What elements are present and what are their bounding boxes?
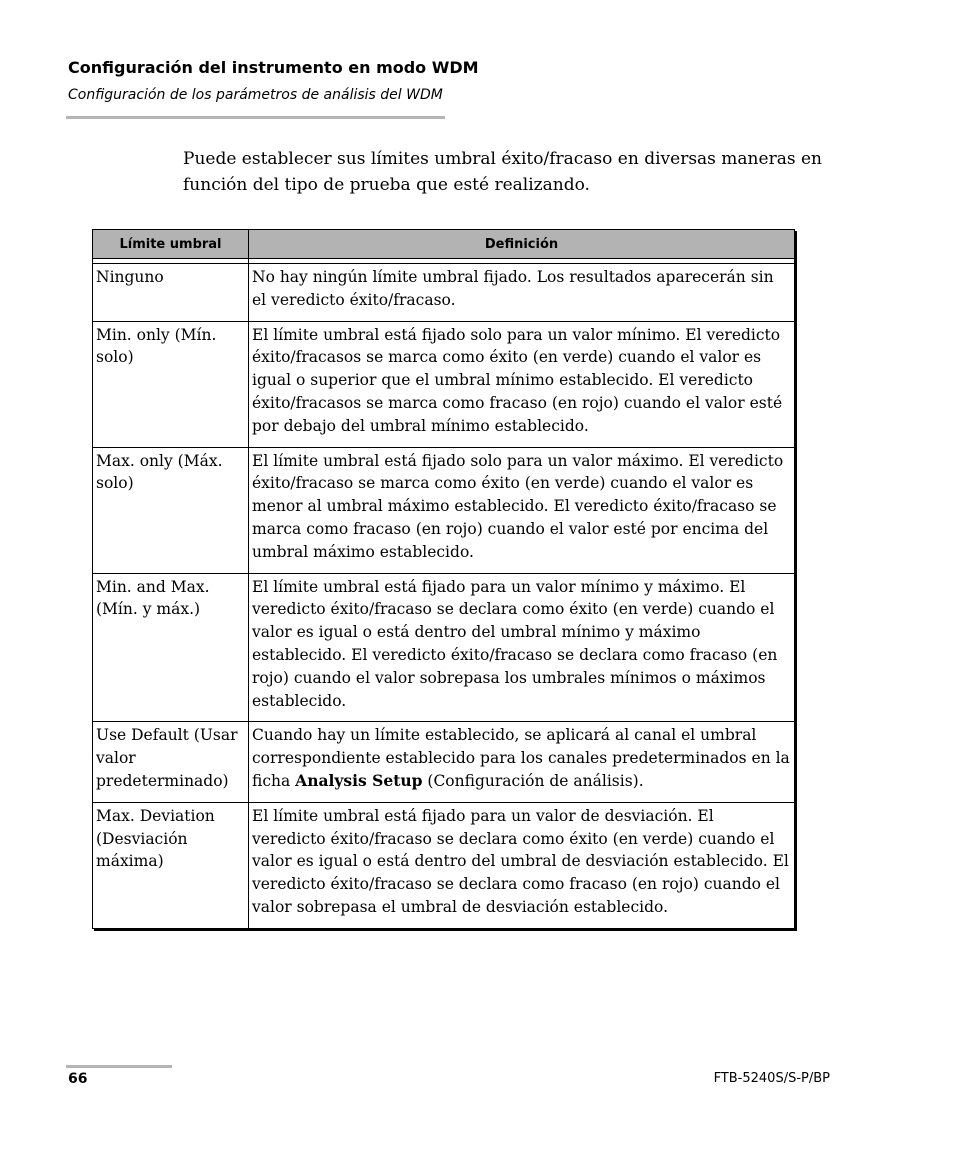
header-definition: Definición [249,230,795,259]
footer-divider [66,1065,172,1068]
limit-cell: Use Default (Usar valor predeterminado) [93,722,249,802]
header-limit: Límite umbral [93,230,249,259]
table-header-row [93,230,795,259]
threshold-table [92,229,795,929]
definition-cell: El límite umbral está fijado para un valor mínimo y máximo. El veredicto éxito/fracaso se declara como éxito (en verde) cuando el valor es igual o está dentro del umbral mínimo y máximo establecido. El veredicto éxito/fracaso se declara como fracaso (en rojo) cuando el valor sobrepasa los umbrales mínimos o máximos establecido. [249,573,795,722]
table-row [93,264,795,322]
table-row [93,573,795,722]
table-row [93,722,795,802]
header-divider [66,116,445,119]
definition-cell: El límite umbral está fijado solo para un valor mínimo. El veredicto éxito/fracasos se marca como éxito (en verde) cuando el valor es igual o superior que el umbral mínimo establecido. El veredicto éxito/fracasos se marca como fracaso (en rojo) cuando el valor esté por debajo del umbral mínimo establecido. [249,321,795,447]
definition-text: (Configuración de análisis). [422,771,644,790]
definition-cell [249,722,795,802]
limit-cell: Ninguno [93,264,249,322]
definition-text: Cuando hay un límite establecido, se aplicará al canal el umbral correspondiente establecido para los canales predeterminados en la ficha [252,726,790,790]
table-row [93,447,795,573]
analysis-setup-term: Analysis Setup [295,770,423,790]
definition-cell: No hay ningún límite umbral fijado. Los resultados aparecerán sin el veredicto éxito/fracaso. [249,264,795,322]
limit-cell: Max. Deviation (Desviación máxima) [93,802,249,928]
document-id: FTB-5240S/S-P/BP [713,1071,830,1086]
page-number: 66 [68,1071,88,1087]
table-row [93,802,795,928]
section-subtitle: Configuración de los parámetros de análisis del WDM [68,87,443,103]
table-row [93,321,795,447]
limit-cell: Max. only (Máx. solo) [93,447,249,573]
intro-paragraph: Puede establecer sus límites umbral éxito/fracaso en diversas maneras en función del tipo de prueba que esté realizando. [183,149,822,195]
definition-cell: El límite umbral está fijado para un valor de desviación. El veredicto éxito/fracaso se declara como éxito (en verde) cuando el valor es igual o está dentro del umbral de desviación establecido. El veredicto éxito/fracaso se declara como fracaso (en rojo) cuando el valor sobrepasa el umbral de desviación establecido. [249,802,795,928]
limit-cell: Min. only (Mín. solo) [93,321,249,447]
definition-cell: El límite umbral está fijado solo para un valor máximo. El veredicto éxito/fracaso se marca como éxito (en verde) cuando el valor es menor al umbral máximo establecido. El veredicto éxito/fracaso se marca como fracaso (en rojo) cuando el valor esté por encima del umbral máximo establecido. [249,447,795,573]
limit-cell: Min. and Max. (Mín. y máx.) [93,573,249,722]
section-title: Configuración del instrumento en modo WDM [68,58,479,77]
